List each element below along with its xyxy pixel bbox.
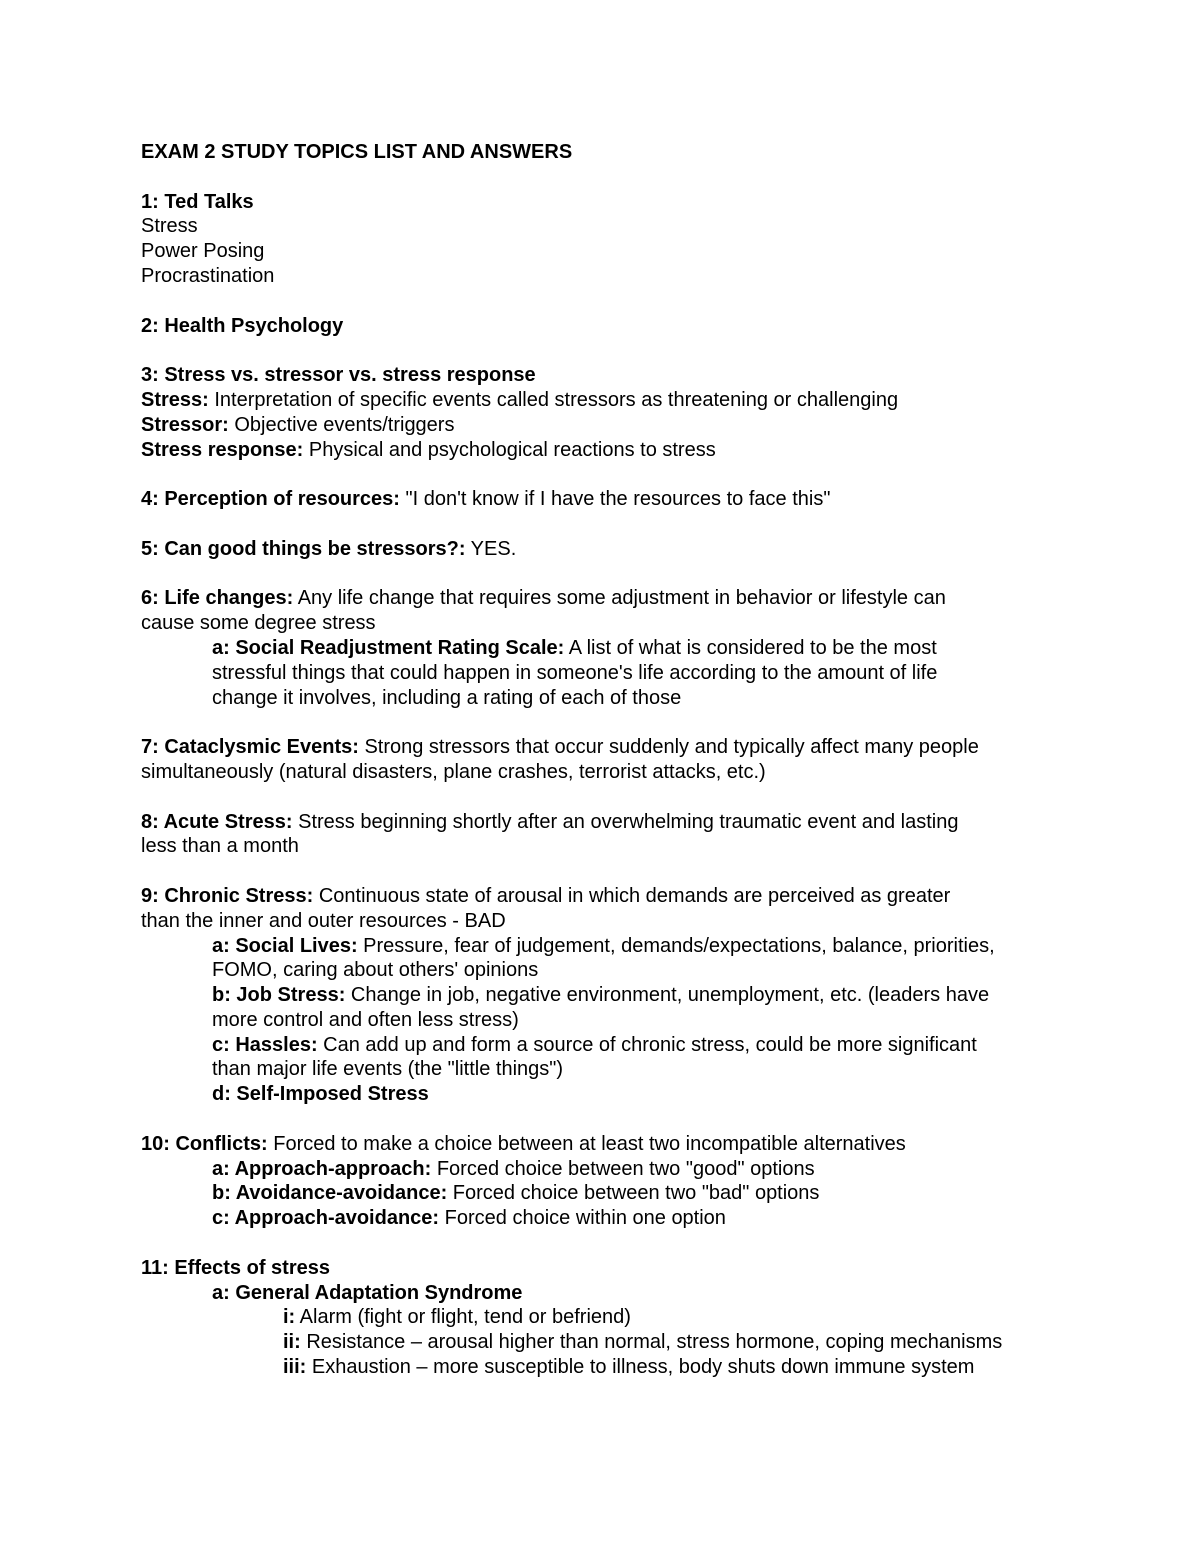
gas-stage-text: Resistance – arousal higher than normal, stress hormone, coping mechanisms — [300, 1331, 1003, 1354]
conflict-term: c: Approach-avoidance: — [212, 1207, 440, 1230]
spacer — [141, 165, 1101, 190]
section-9b-text-cont: more control and often less stress) — [212, 1008, 519, 1031]
definition-text: Objective events/triggers — [228, 413, 455, 436]
ted-talk-item: Stress — [141, 215, 198, 238]
section-6 — [141, 586, 1101, 611]
section-6a-text-cont: stressful things that could happen in someone's life according to the amount of life — [212, 661, 938, 684]
conflict-item — [141, 1157, 1101, 1182]
conflict-text: Forced choice between two "good" options — [431, 1157, 815, 1180]
spacer — [141, 710, 1101, 735]
section-7 — [141, 735, 1101, 760]
section-9-text: Continuous state of arousal in which demands are perceived as greater — [313, 884, 951, 907]
section-7-text: Strong stressors that occur suddenly and typically affect many people — [358, 736, 979, 759]
section-7-text-cont: simultaneously (natural disasters, plane crashes, terrorist attacks, etc.) — [141, 760, 766, 783]
spacer — [141, 562, 1101, 587]
definition-text: Physical and psychological reactions to stress — [303, 438, 716, 461]
section-1-heading: 1: Ted Talks — [141, 190, 254, 213]
document-page — [141, 140, 1101, 1380]
document-title: EXAM 2 STUDY TOPICS LIST AND ANSWERS — [141, 141, 573, 163]
section-4-term: 4: Perception of resources: — [141, 488, 400, 511]
section-9a — [141, 934, 1101, 959]
definition-term: Stress: — [141, 388, 209, 411]
definition-term: Stressor: — [141, 413, 229, 436]
section-7-term: 7: Cataclysmic Events: — [141, 736, 359, 759]
spacer — [141, 785, 1101, 810]
conflict-text: Forced choice between two "bad" options — [447, 1182, 820, 1205]
section-6a-term: a: Social Readjustment Rating Scale: — [212, 636, 565, 659]
section-9c-text-cont: than major life events (the "little things") — [212, 1058, 564, 1081]
definition-stress-response — [141, 438, 1101, 463]
section-5 — [141, 537, 1101, 562]
definition-term: Stress response: — [141, 438, 304, 461]
section-9d: d: Self-Imposed Stress — [212, 1083, 429, 1106]
conflict-term: b: Avoidance-avoidance: — [212, 1182, 448, 1205]
conflict-term: a: Approach-approach: — [212, 1157, 432, 1180]
gas-stage — [141, 1305, 1101, 1330]
conflict-item — [141, 1206, 1101, 1231]
section-6a-text: A list of what is considered to be the most — [564, 636, 937, 659]
gas-stage-text: Exhaustion – more susceptible to illness, body shuts down immune system — [306, 1356, 975, 1379]
spacer — [141, 1107, 1101, 1132]
section-9 — [141, 884, 1101, 909]
section-10-term: 10: Conflicts: — [141, 1132, 268, 1155]
section-4-text: "I don't know if I have the resources to face this" — [399, 488, 831, 511]
section-11-heading: 11: Effects of stress — [141, 1256, 330, 1279]
gas-stage-term: ii: — [283, 1331, 301, 1354]
ted-talk-item: Procrastination — [141, 264, 275, 287]
section-11a-heading: a: General Adaptation Syndrome — [212, 1281, 523, 1304]
section-10 — [141, 1132, 1101, 1157]
section-8-text: Stress beginning shortly after an overwhelming traumatic event and lasting — [292, 810, 959, 833]
section-8-term: 8: Acute Stress: — [141, 810, 293, 833]
spacer — [141, 859, 1101, 884]
spacer — [141, 338, 1101, 363]
section-9-text-cont: than the inner and outer resources - BAD — [141, 909, 506, 932]
section-6a — [141, 636, 1101, 661]
section-9b-text: Change in job, negative environment, unemployment, etc. (leaders have — [345, 984, 990, 1007]
definition-stressor — [141, 413, 1101, 438]
conflict-item — [141, 1181, 1101, 1206]
section-2-heading: 2: Health Psychology — [141, 314, 344, 337]
section-5-text: YES. — [465, 537, 517, 560]
section-9a-text: Pressure, fear of judgement, demands/expectations, balance, priorities, — [357, 934, 995, 957]
ted-talk-item: Power Posing — [141, 240, 265, 263]
section-9c-text: Can add up and form a source of chronic stress, could be more significant — [317, 1033, 977, 1056]
spacer — [141, 462, 1101, 487]
section-10-text: Forced to make a choice between at least two incompatible alternatives — [267, 1132, 906, 1155]
section-8-text-cont: less than a month — [141, 835, 299, 858]
section-9b-term: b: Job Stress: — [212, 984, 346, 1007]
section-8 — [141, 810, 1101, 835]
spacer — [141, 289, 1101, 314]
gas-stage — [141, 1330, 1101, 1355]
spacer — [141, 1231, 1101, 1256]
section-6-term: 6: Life changes: — [141, 587, 294, 610]
section-9c-term: c: Hassles: — [212, 1033, 318, 1056]
section-5-term: 5: Can good things be stressors?: — [141, 537, 466, 560]
section-9a-text-cont: FOMO, caring about others' opinions — [212, 959, 539, 982]
section-6-text: Any life change that requires some adjustment in behavior or lifestyle can — [293, 587, 946, 610]
definition-text: Interpretation of specific events called stressors as threatening or challenging — [208, 388, 899, 411]
section-9b — [141, 983, 1101, 1008]
definition-stress — [141, 388, 1101, 413]
section-4 — [141, 487, 1101, 512]
gas-stage — [141, 1355, 1101, 1380]
gas-stage-term: i: — [283, 1306, 296, 1329]
section-6-text-cont: cause some degree stress — [141, 612, 376, 635]
section-9c — [141, 1033, 1101, 1058]
section-9a-term: a: Social Lives: — [212, 934, 358, 957]
section-3-heading: 3: Stress vs. stressor vs. stress response — [141, 364, 536, 387]
conflict-text: Forced choice within one option — [439, 1207, 726, 1230]
section-9-term: 9: Chronic Stress: — [141, 884, 314, 907]
spacer — [141, 512, 1101, 537]
gas-stage-text: Alarm (fight or flight, tend or befriend) — [295, 1306, 631, 1329]
gas-stage-term: iii: — [283, 1356, 307, 1379]
section-6a-text-cont: change it involves, including a rating of each of those — [212, 686, 682, 709]
